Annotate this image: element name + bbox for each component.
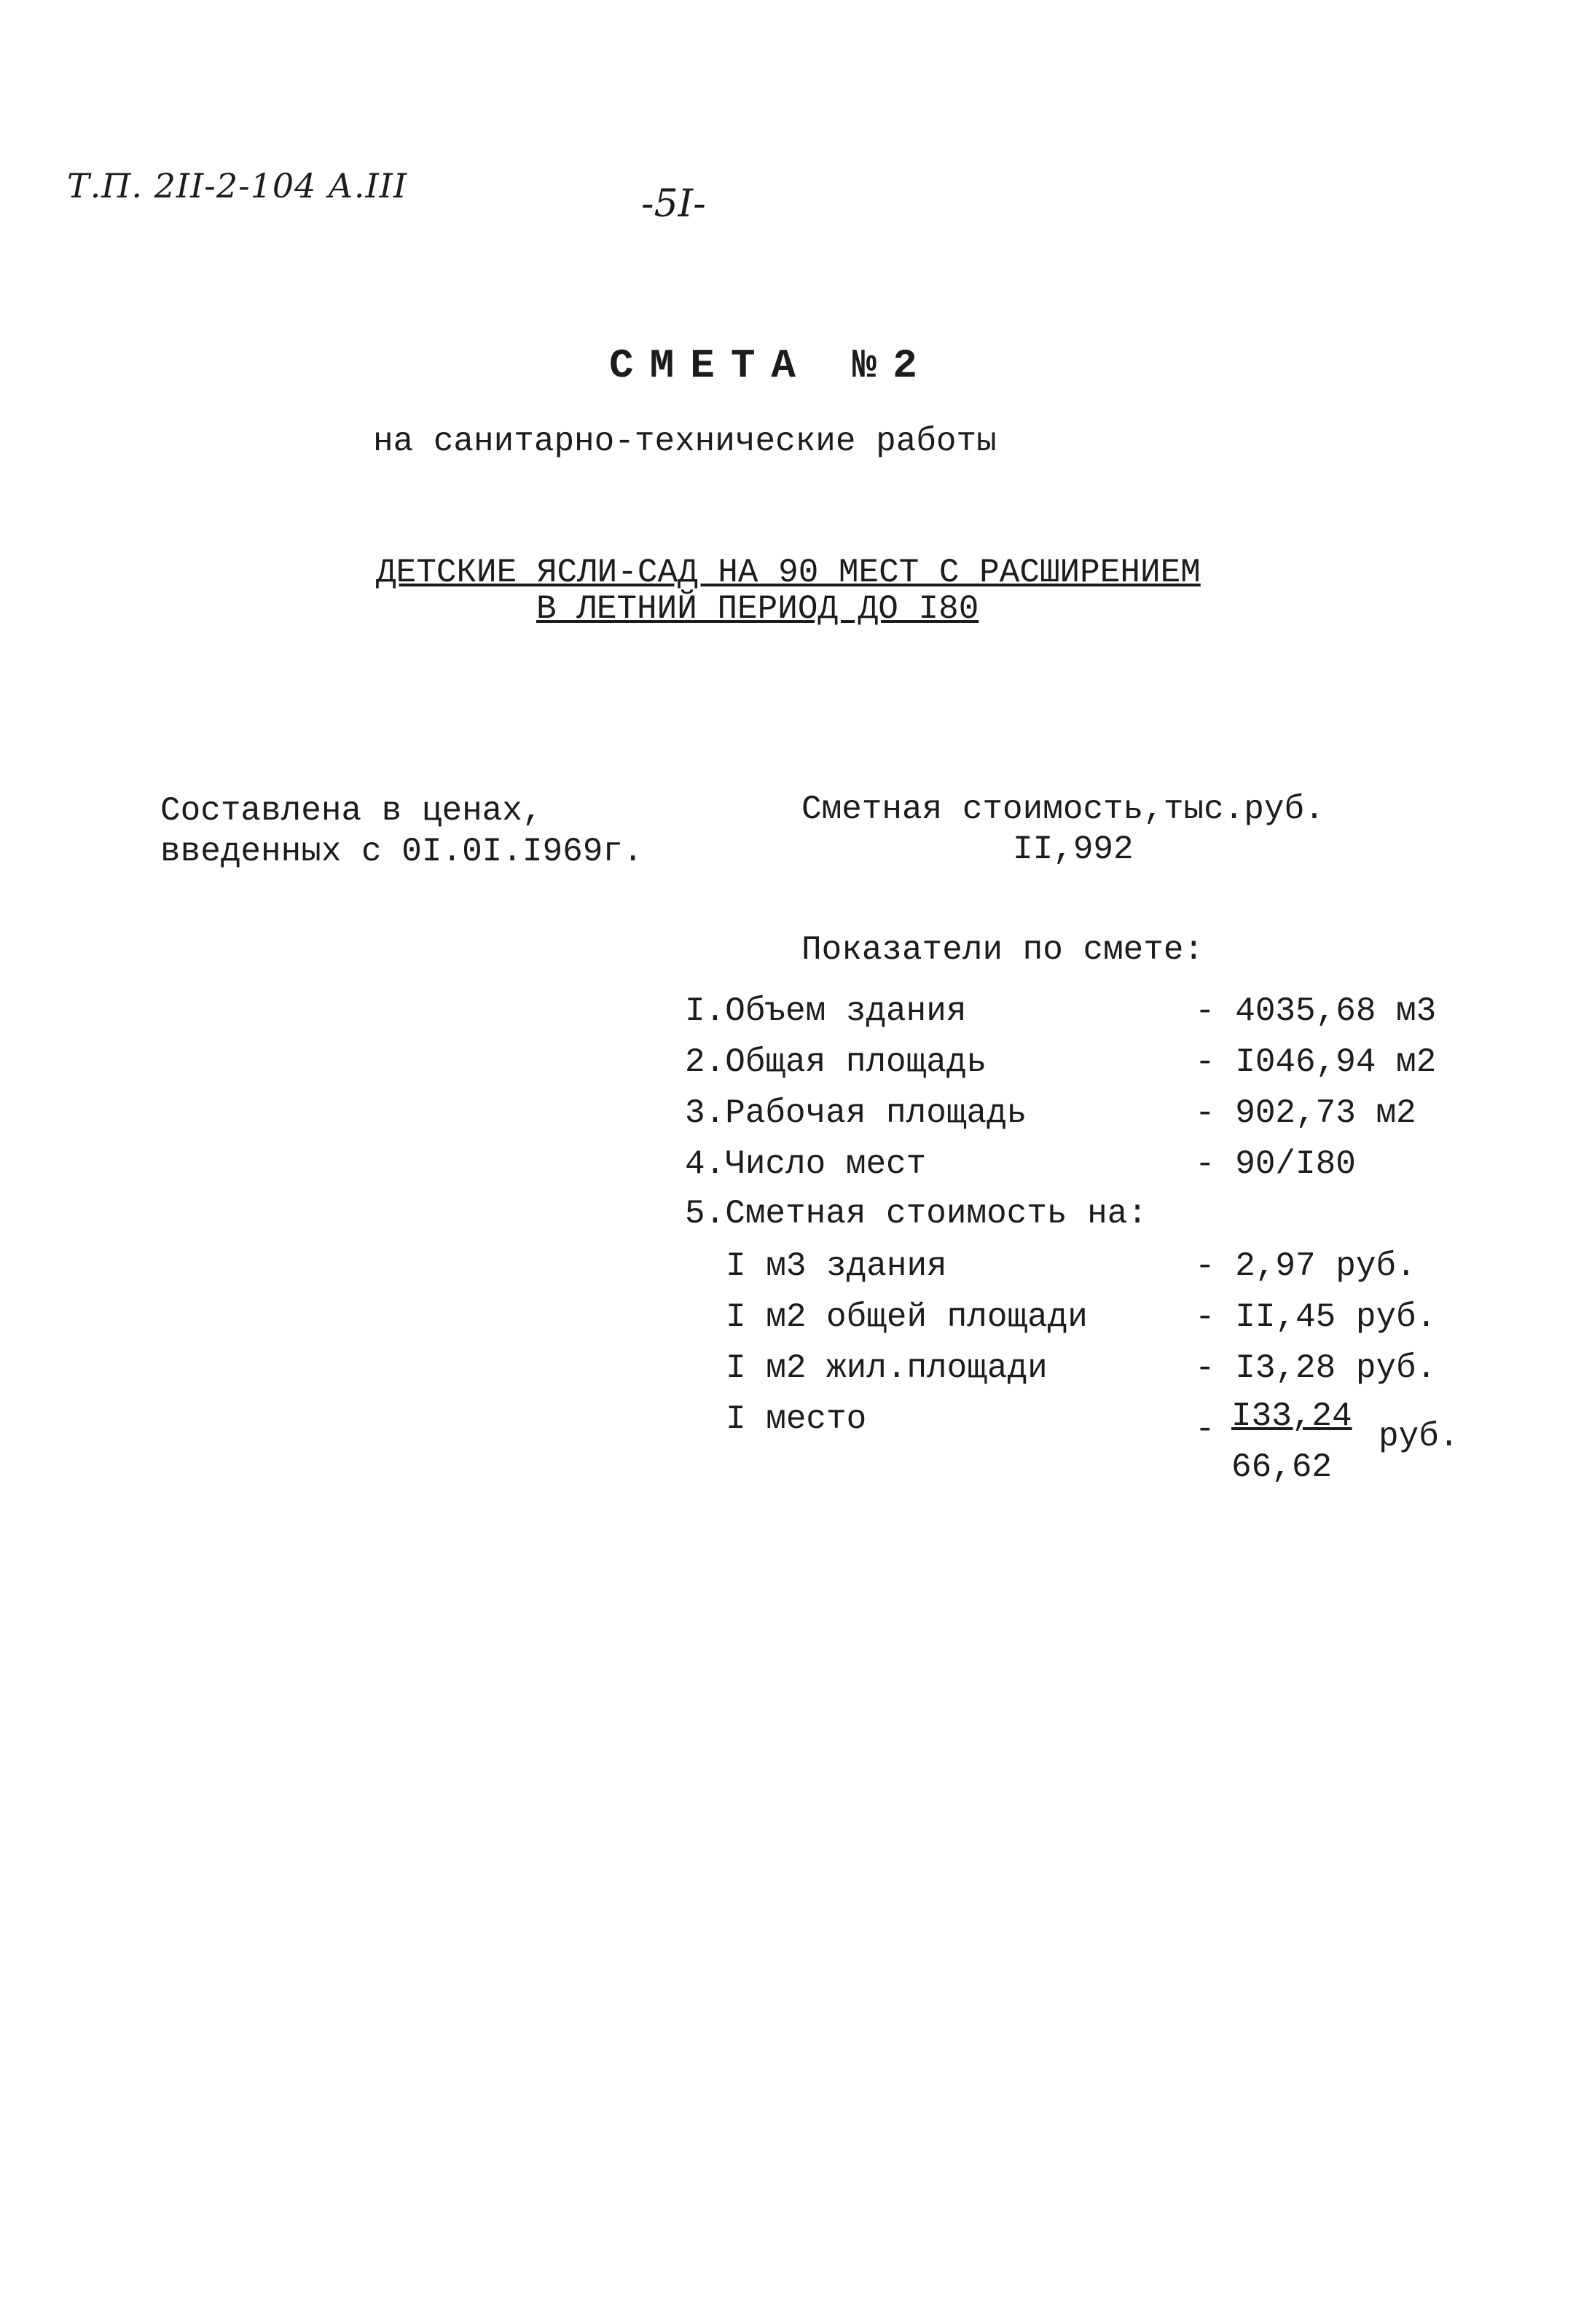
estimated-cost-value: II,992 — [1013, 831, 1134, 868]
indicator-label-volume: I.Объем здания — [685, 992, 967, 1030]
indicator-value-cost-per-m3: - 2,97 руб. — [1195, 1247, 1416, 1285]
indicator-value-total-area: - I046,94 м2 — [1195, 1043, 1437, 1081]
indicator-label-cost-per-m2-living: I м2 жил.площади — [726, 1349, 1048, 1387]
indicator-label-places: 4.Число мест — [685, 1145, 927, 1183]
compiled-line-2: введенных с 0I.0I.I969г. — [160, 833, 643, 871]
object-name-line-1: ДЕТСКИЕ ЯСЛИ-САД НА 90 МЕСТ С РАСШИРЕНИЕМ — [376, 554, 1201, 592]
document-code: Т.П. 2II-2-104 А.III — [67, 166, 408, 205]
page-number: -5I- — [641, 182, 706, 226]
indicator-value-cost-per-m2-living: - I3,28 руб. — [1195, 1349, 1437, 1387]
indicators-heading: Показатели по смете: — [801, 931, 1204, 969]
indicator-value-cost-per-place-numerator: I33,24 — [1231, 1397, 1352, 1435]
indicator-value-working-area: - 902,73 м2 — [1195, 1094, 1416, 1132]
indicator-label-unit-cost: 5.Сметная стоимость на: — [685, 1195, 1148, 1233]
indicator-value-cost-per-place-unit: руб. — [1379, 1418, 1459, 1456]
compiled-prices-note — [160, 790, 643, 872]
indicator-value-cost-per-place-dash: - — [1195, 1410, 1215, 1448]
indicator-value-cost-per-place-denominator: 66,62 — [1231, 1448, 1333, 1486]
estimate-subtitle: на санитарно-технические работы — [373, 423, 997, 460]
object-name-line-2: В ЛЕТНИЙ ПЕРИОД ДО I80 — [536, 590, 979, 628]
indicator-label-working-area: 3.Рабочая площадь — [685, 1094, 1027, 1132]
indicator-value-places: - 90/I80 — [1195, 1145, 1356, 1183]
indicator-value-volume: - 4035,68 м3 — [1195, 992, 1437, 1030]
compiled-line-1: Составлена в ценах, — [160, 792, 543, 830]
indicator-value-cost-per-m2-total: - II,45 руб. — [1195, 1298, 1437, 1336]
indicator-label-total-area: 2.Общая площадь — [685, 1043, 987, 1081]
indicator-label-cost-per-place: I место — [726, 1400, 867, 1438]
estimate-title: СМЕТА №2 — [609, 342, 933, 389]
indicator-label-cost-per-m2-total: I м2 общей площади — [726, 1298, 1088, 1336]
estimated-cost-label: Сметная стоимость,тыс.руб. — [801, 790, 1325, 828]
indicator-label-cost-per-m3: I м3 здания — [726, 1247, 947, 1285]
